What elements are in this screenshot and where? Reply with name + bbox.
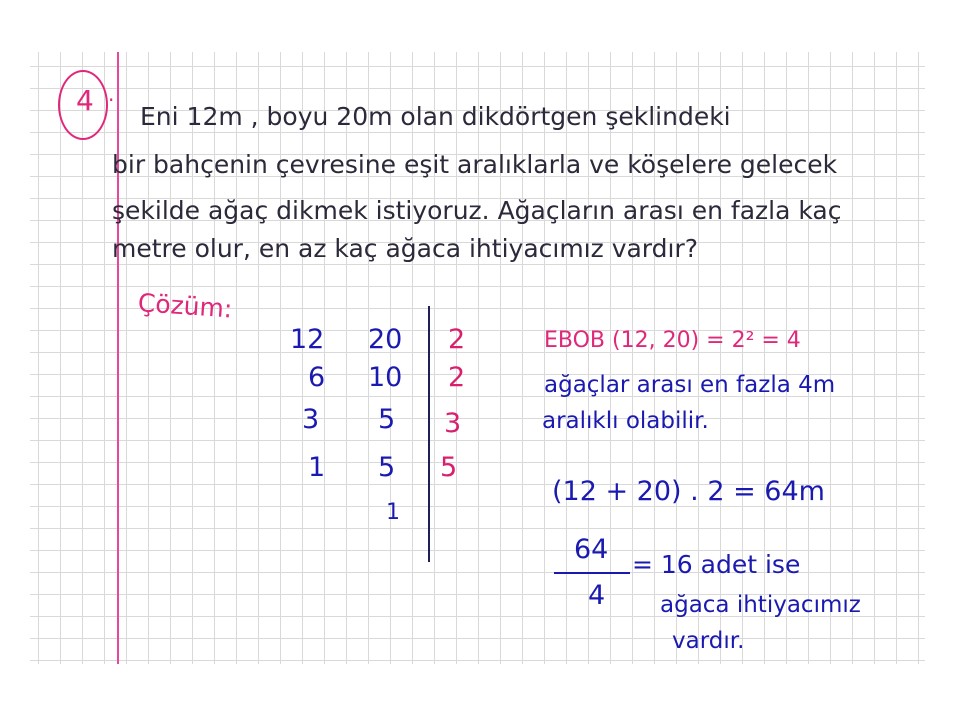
table-cell-a-2: 6	[308, 362, 326, 393]
question-number: 4	[76, 84, 94, 117]
table-divisor-4: 5	[440, 452, 458, 483]
table-cell-b-2: 10	[368, 362, 403, 393]
question-line-4: metre olur, en az kaç ağaca ihtiyacımız vardır?	[112, 234, 699, 263]
solution-heading: Çözüm:	[136, 288, 234, 324]
division-table-line	[428, 306, 430, 562]
table-cell-b-5: 1	[386, 500, 400, 525]
result-line-1: = 16 adet ise	[632, 550, 801, 579]
margin-line	[117, 52, 119, 664]
fraction-denominator: 4	[588, 580, 606, 611]
question-line-2: bir bahçenin çevresine eşit aralıklarla ve köşelere gelecek	[112, 150, 838, 179]
table-cell-b-1: 20	[368, 324, 403, 355]
question-number-dot: ·	[108, 88, 115, 112]
table-cell-a-1: 12	[290, 324, 325, 355]
table-divisor-1: 2	[448, 324, 466, 355]
result-line-2: ağaca ihtiyacımız	[660, 592, 861, 618]
max-distance-line-2: aralıklı olabilir.	[542, 408, 709, 434]
table-divisor-2: 2	[448, 362, 466, 393]
result-line-3: vardır.	[672, 628, 745, 654]
table-cell-a-3: 3	[302, 404, 320, 435]
ebob-line: EBOB (12, 20) = 2² = 4	[544, 328, 801, 353]
fraction-bar	[554, 572, 630, 574]
table-divisor-3: 3	[444, 408, 462, 439]
table-cell-b-3: 5	[378, 404, 396, 435]
table-cell-b-4: 5	[378, 452, 396, 483]
max-distance-line-1: ağaçlar arası en fazla 4m	[544, 372, 836, 398]
fraction-numerator: 64	[574, 534, 609, 565]
perimeter-equation: (12 + 20) . 2 = 64m	[552, 476, 825, 507]
table-cell-a-4: 1	[308, 452, 326, 483]
question-line-1: Eni 12m , boyu 20m olan dikdörtgen şeklindeki	[140, 102, 731, 131]
question-line-3: şekilde ağaç dikmek istiyoruz. Ağaçların arası en fazla kaç	[112, 196, 842, 225]
